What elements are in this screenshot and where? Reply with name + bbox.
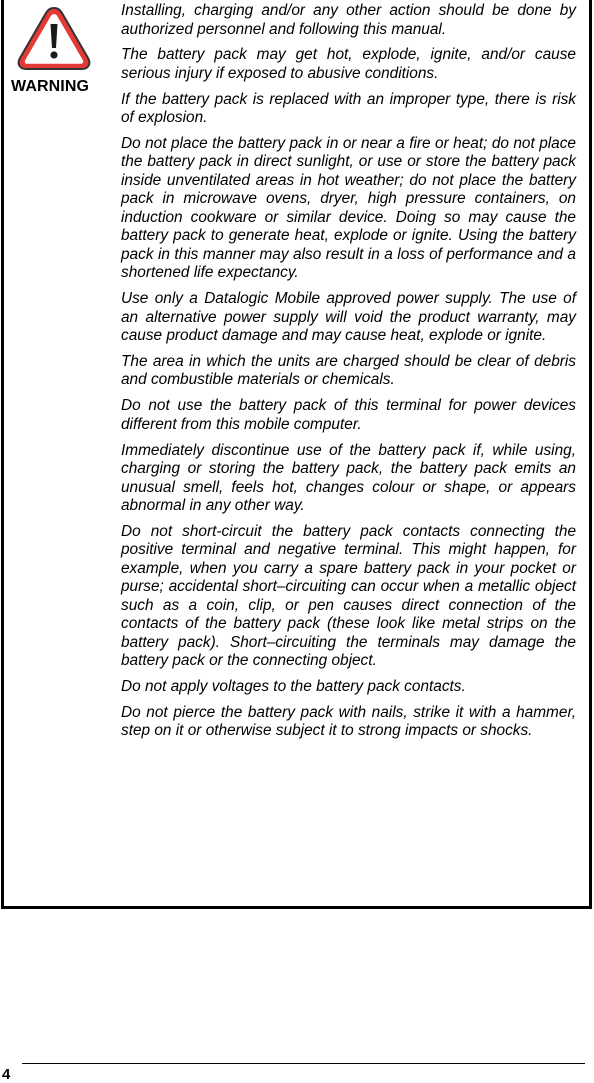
warning-text xyxy=(121,2,576,748)
exclamation-triangle-icon xyxy=(16,4,92,72)
paragraph: Installing, charging and/or any other action should be done by authorized personnel and following this manual. xyxy=(121,2,576,38)
paragraph: Do not place the battery pack in or near a fire or heat; do not place the battery pack in direct sunlight, or use or store the battery pack inside unventilated areas in hot weather; do not place the battery pack in microwave ovens, dryer, high pressure containers, on induction cookware or similar device. Doing so may cause the battery pack to generate heat, explode or ignite. Using the battery pack in this manner may also result in a loss of performance and a shortened life expectancy. xyxy=(121,134,576,282)
paragraph: Use only a Datalogic Mobile approved power supply. The use of an alternative power supply will void the product warranty, may cause product damage and may cause heat, explode or ignite. xyxy=(121,290,576,345)
paragraph: Do not apply voltages to the battery pack contacts. xyxy=(121,678,466,696)
paragraph: The area in which the units are charged should be clear of debris and combustible materials or chemicals. xyxy=(121,352,576,389)
footer-rule xyxy=(22,1063,585,1064)
warning-label: WARNING xyxy=(11,78,90,95)
paragraph: Do not short-circuit the battery pack contacts connecting the positive terminal and negative terminal. This might happen, for example, when you carry a spare battery pack in your pocket or purse; accidental short–circuiting can occur when a metallic object such as a coin, clip, or pen causes direct connection of the contacts of the battery pack (these look like metal strips on the battery pack). Short–circuiting the terminals may damage the battery pack or the connecting object. xyxy=(121,522,576,670)
warning-box xyxy=(1,0,592,909)
paragraph: The battery pack may get hot, explode, ignite, and/or cause serious injury if exposed to abusive conditions. xyxy=(121,46,576,82)
warning-header xyxy=(11,4,106,96)
paragraph: Do not use the battery pack of this terminal for power devices different from this mobile computer. xyxy=(121,397,576,433)
paragraph: Do not pierce the battery pack with nails, strike it with a hammer, step on it or otherwise subject it to strong impacts or shocks. xyxy=(121,703,576,740)
paragraph: If the battery pack is replaced with an improper type, there is risk of explosion. xyxy=(121,90,576,127)
paragraph: Immediately discontinue use of the battery pack if, while using, charging or storing the battery pack, the battery pack emits an unusual smell, feels hot, changes colour or shape, or appears abnormal in any other way. xyxy=(121,441,576,515)
page-number: 4 xyxy=(2,1066,11,1083)
